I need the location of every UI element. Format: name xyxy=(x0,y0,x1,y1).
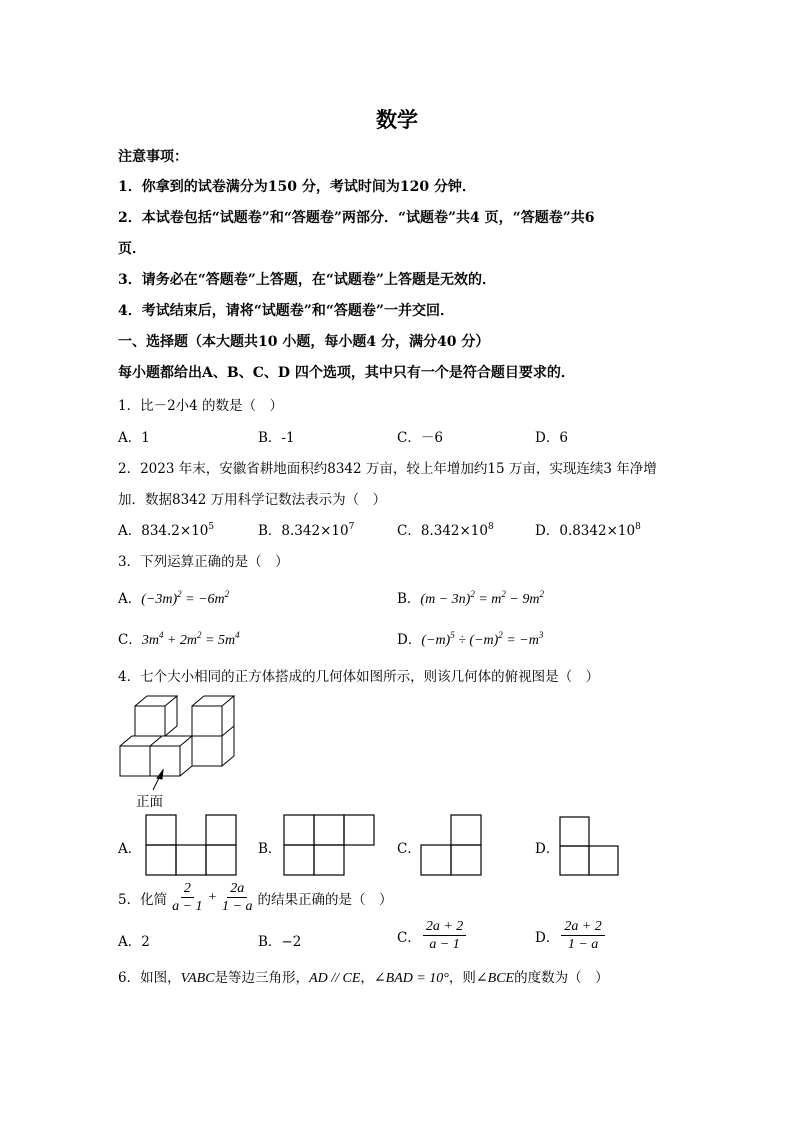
q4-front-label: 正面 xyxy=(136,794,163,810)
q1-option-c: C．－6 xyxy=(397,430,443,446)
q3-option-d: D．$(-m)^5 \div (-m)^2 = -m^3$ xyxy=(397,630,544,648)
q4-option-d-label: D． xyxy=(535,841,560,857)
q4-option-a-figure xyxy=(145,814,239,876)
q2-stem-line2: 加．数据8342 万用科学记数法表示为（ ） xyxy=(118,492,387,508)
notice-item-2: 2．本试卷包括“试题卷”和“答题卷”两部分．“试题卷”共4 页，“答题卷”共6 xyxy=(118,210,595,226)
q4-option-b-figure xyxy=(283,814,377,876)
q5-option-a: A．2 xyxy=(118,934,150,950)
q2-option-a: A．$834.2\times 10^5$ xyxy=(118,522,215,539)
q2-option-c: C．$8.342\times 10^8$ xyxy=(397,522,494,539)
page-title: 数学 xyxy=(376,107,418,132)
section-heading: 一、选择题（本大题共10 小题，每小题4 分，满分40 分） xyxy=(118,334,490,350)
q1-option-a: A．1 xyxy=(118,430,150,446)
q5-option-b: B．−2 xyxy=(258,934,302,950)
q2-option-b: B．$8.342\times 10^7$ xyxy=(258,522,355,539)
q1-option-d: D．6 xyxy=(535,430,568,446)
q1-option-b: B．-1 xyxy=(258,430,295,446)
q2-stem-line1: 2．2023 年末，安徽省耕地面积约8342 万亩，较上年增加约15 万亩，实现连续3 年净增 xyxy=(118,461,657,477)
q3-option-b: B．$(m - 3n)^2 = m^2 - 9m^2$ xyxy=(397,589,544,607)
q5-option-d: D． $\frac{2a + 2}{1 - a}$ xyxy=(535,918,607,953)
notice-item-3: 3．请务必在“答题卷”上答题，在“试题卷”上答题是无效的． xyxy=(118,272,496,288)
notice-heading: 注意事项： xyxy=(118,149,188,165)
q5-option-c: C． $\frac{2a + 2}{a - 1}$ xyxy=(397,918,468,953)
q4-cube-figure xyxy=(115,690,245,810)
q4-stem: 4．七个大小相同的正方体搭成的几何体如图所示，则该几何体的俯视图是（ ） xyxy=(118,669,600,685)
q3-stem: 3．下列运算正确的是（ ） xyxy=(118,554,289,570)
q5-stem: 5．化简 $\frac{2}{a - 1}$ + $\frac{2a}{1 - a}$ 的结果正确的是（ ） xyxy=(118,881,393,914)
q4-option-d-figure xyxy=(559,816,621,876)
notice-item-2-cont: 页． xyxy=(118,241,146,257)
q4-option-a-label: A． xyxy=(118,841,142,857)
q3-option-a: A．$(-3m)^2 = -6m^2$ xyxy=(118,589,230,607)
q6-stem: 6．如图，VABC是等边三角形，AD // CE，∠BAD = 10°，则∠BCE的度数为（ ） xyxy=(118,970,609,986)
q2-option-d: D．$0.8342\times 10^8$ xyxy=(535,522,641,539)
q4-option-c-figure xyxy=(420,814,484,876)
q3-option-c: C．$3m^4 + 2m^2 = 5m^4$ xyxy=(118,630,240,648)
notice-item-1: 1．你拿到的试卷满分为150 分，考试时间为120 分钟． xyxy=(118,179,476,195)
section-instruction: 每小题都给出A、B、C、D 四个选项，其中只有一个是符合题目要求的． xyxy=(118,365,575,381)
notice-item-4: 4．考试结束后，请将“试题卷”和“答题卷”一并交回． xyxy=(118,303,454,319)
q4-option-b-label: B． xyxy=(258,841,282,857)
q1-stem: 1．比－2小4 的数是（ ） xyxy=(118,398,284,414)
q4-option-c-label: C． xyxy=(397,841,421,857)
